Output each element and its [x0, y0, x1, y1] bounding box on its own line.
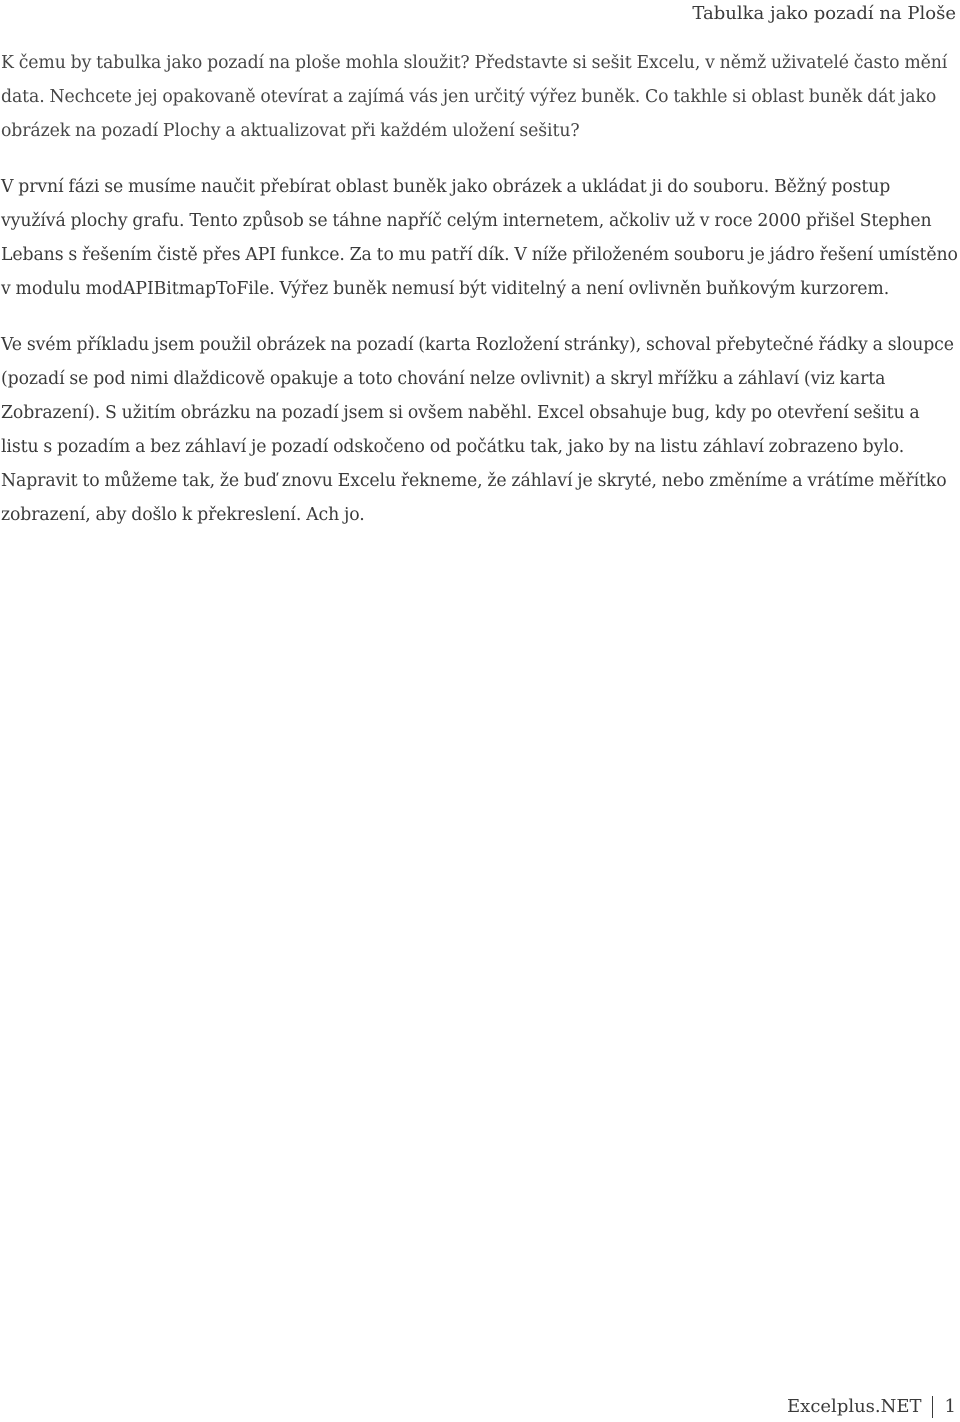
footer-site-name: Excelplus.NET	[787, 1396, 922, 1417]
paragraph-example: Ve svém příkladu jsem použil obrázek na pozadí (karta Rozložení stránky), schoval přebytečné řádky a sloupce (pozadí se pod nimi dlaždicově opakuje a toto chování nelze ovlivnit) a skryl mřížku a záhlaví (viz karta Zobrazení). S užitím obrázku na pozadí jsem si ovšem naběhl. Excel obsahuje bug, kdy po otevření sešitu a listu s pozadím a bez záhlaví je pozadí odskočeno od počátku tak, jako by na listu záhlaví zobrazeno bylo. Napravit to můžeme tak, že buď znovu Excelu řekneme, že záhlaví je skryté, nebo změníme a vrátíme měřítko zobrazení, aby došlo k překreslení. Ach jo.	[1, 335, 954, 525]
running-header-title: Tabulka jako pozadí na Ploše	[692, 3, 956, 24]
page-number: 1	[944, 1396, 956, 1417]
paragraph-intro: K čemu by tabulka jako pozadí na ploše mohla sloužit? Představte si sešit Excelu, v němž uživatelé často mění data. Nechcete jej opakovaně otevírat a zajímá vás jen určitý výřez buněk. Co takhle si oblast buněk dát jako obrázek na pozadí Plochy a aktualizovat při každém uložení sešitu?	[1, 53, 948, 141]
document-body	[1, 46, 958, 532]
paragraph-first-phase: V první fázi se musíme naučit přebírat oblast buněk jako obrázek a ukládat ji do souboru. Běžný postup využívá plochy grafu. Tento způsob se táhne napříč celým internetem, ačkoliv už v roce 2000 přišel Stephen Lebans s řešením čistě přes API funkce. Za to mu patří dík. V níže přiloženém souboru je jádro řešení umístěno v modulu modAPIBitmapToFile. Výřez buněk nemusí být viditelný a není ovlivněn buňkovým kurzorem.	[1, 177, 958, 299]
page-footer	[787, 1395, 956, 1419]
footer-divider	[932, 1396, 933, 1418]
